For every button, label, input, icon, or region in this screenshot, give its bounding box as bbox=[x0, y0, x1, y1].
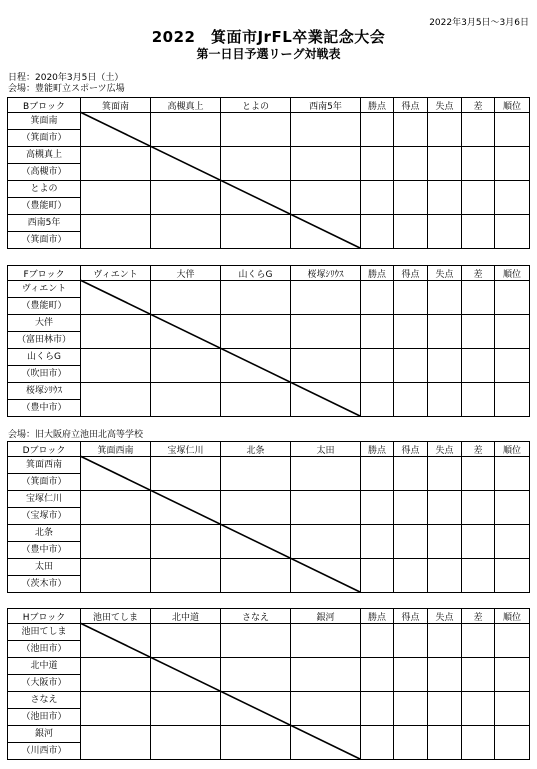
result-cell bbox=[394, 559, 428, 593]
team-name: 宝塚仁川 bbox=[8, 491, 81, 508]
match-cell bbox=[151, 726, 221, 760]
match-cell bbox=[221, 215, 291, 249]
match-cell bbox=[291, 281, 361, 315]
result-cell bbox=[495, 181, 530, 215]
team-name: ヴィエント bbox=[8, 281, 81, 298]
table-row bbox=[8, 457, 530, 474]
result-cell bbox=[394, 726, 428, 760]
match-cell bbox=[221, 491, 291, 525]
match-cell bbox=[81, 559, 151, 593]
opponent-header: 北中道 bbox=[151, 609, 221, 624]
league-table bbox=[7, 608, 530, 760]
team-name: 高槻真上 bbox=[8, 147, 81, 164]
table-row bbox=[8, 525, 530, 542]
team-city: （宝塚市） bbox=[8, 508, 81, 525]
table-row bbox=[8, 726, 530, 743]
match-cell bbox=[151, 215, 221, 249]
match-cell bbox=[291, 726, 361, 760]
result-cell bbox=[462, 624, 495, 658]
result-cell bbox=[495, 281, 530, 315]
match-cell bbox=[221, 692, 291, 726]
result-cell bbox=[462, 658, 495, 692]
match-cell bbox=[291, 147, 361, 181]
result-column-header: 差 bbox=[462, 266, 495, 281]
team-city: （箕面市） bbox=[8, 232, 81, 249]
team-name: 北中道 bbox=[8, 658, 81, 675]
result-cell bbox=[428, 457, 462, 491]
result-cell bbox=[361, 349, 394, 383]
team-name: 池田てしま bbox=[8, 624, 81, 641]
result-cell bbox=[361, 559, 394, 593]
team-city: （大阪市） bbox=[8, 675, 81, 692]
team-name: 銀河 bbox=[8, 726, 81, 743]
match-cell bbox=[291, 525, 361, 559]
match-cell bbox=[81, 215, 151, 249]
result-column-header: 失点 bbox=[428, 442, 462, 457]
match-cell bbox=[81, 147, 151, 181]
result-cell bbox=[361, 181, 394, 215]
result-cell bbox=[428, 726, 462, 760]
result-cell bbox=[361, 215, 394, 249]
result-cell bbox=[462, 491, 495, 525]
match-cell bbox=[221, 181, 291, 215]
match-cell bbox=[151, 525, 221, 559]
result-cell bbox=[428, 315, 462, 349]
result-cell bbox=[495, 383, 530, 417]
opponent-header: ヴィエント bbox=[81, 266, 151, 281]
match-cell bbox=[151, 692, 221, 726]
result-cell bbox=[394, 181, 428, 215]
result-cell bbox=[394, 315, 428, 349]
result-cell bbox=[394, 624, 428, 658]
match-cell bbox=[291, 181, 361, 215]
result-cell bbox=[462, 726, 495, 760]
match-cell bbox=[221, 315, 291, 349]
result-cell bbox=[462, 457, 495, 491]
match-cell bbox=[291, 658, 361, 692]
result-cell bbox=[462, 559, 495, 593]
match-cell bbox=[151, 113, 221, 147]
team-city: （吹田市） bbox=[8, 366, 81, 383]
table-row bbox=[8, 113, 530, 130]
match-cell bbox=[81, 315, 151, 349]
block-label: Dブロック bbox=[8, 442, 81, 457]
match-cell bbox=[151, 658, 221, 692]
table-row bbox=[8, 181, 530, 198]
team-name: とよの bbox=[8, 181, 81, 198]
result-cell bbox=[495, 624, 530, 658]
table-row bbox=[8, 383, 530, 400]
team-city: （池田市） bbox=[8, 641, 81, 658]
match-cell bbox=[81, 349, 151, 383]
match-cell bbox=[221, 147, 291, 181]
block-h bbox=[7, 608, 529, 760]
result-cell bbox=[428, 559, 462, 593]
result-cell bbox=[428, 525, 462, 559]
block-f bbox=[7, 265, 529, 417]
result-cell bbox=[495, 726, 530, 760]
team-city: （豊中市） bbox=[8, 542, 81, 559]
table-header-row bbox=[8, 266, 530, 281]
result-cell bbox=[495, 559, 530, 593]
block-label: Bブロック bbox=[8, 98, 81, 113]
result-cell bbox=[495, 658, 530, 692]
opponent-header: 宝塚仁川 bbox=[151, 442, 221, 457]
match-cell bbox=[221, 624, 291, 658]
team-city: （川西市） bbox=[8, 743, 81, 760]
match-cell bbox=[221, 457, 291, 491]
opponent-header: 箕面南 bbox=[81, 98, 151, 113]
team-name: さなえ bbox=[8, 692, 81, 709]
result-cell bbox=[462, 147, 495, 181]
match-cell bbox=[81, 113, 151, 147]
match-cell bbox=[291, 559, 361, 593]
table-header-row bbox=[8, 98, 530, 113]
block-label: Fブロック bbox=[8, 266, 81, 281]
match-cell bbox=[81, 525, 151, 559]
result-cell bbox=[361, 457, 394, 491]
table-row bbox=[8, 559, 530, 576]
match-cell bbox=[81, 491, 151, 525]
match-cell bbox=[151, 491, 221, 525]
team-name: 桜塚ｼﾘｳｽ bbox=[8, 383, 81, 400]
match-cell bbox=[221, 525, 291, 559]
team-name: 箕面南 bbox=[8, 113, 81, 130]
table-row bbox=[8, 658, 530, 675]
league-table bbox=[7, 441, 530, 593]
result-cell bbox=[428, 383, 462, 417]
result-column-header: 順位 bbox=[495, 266, 530, 281]
opponent-header: 高槻真上 bbox=[151, 98, 221, 113]
result-cell bbox=[394, 457, 428, 491]
match-cell bbox=[81, 624, 151, 658]
result-cell bbox=[495, 692, 530, 726]
result-cell bbox=[462, 215, 495, 249]
match-cell bbox=[151, 147, 221, 181]
opponent-header: 山くらG bbox=[221, 266, 291, 281]
result-cell bbox=[428, 215, 462, 249]
result-column-header: 得点 bbox=[394, 266, 428, 281]
result-cell bbox=[428, 113, 462, 147]
match-cell bbox=[221, 658, 291, 692]
result-cell bbox=[394, 113, 428, 147]
result-cell bbox=[428, 658, 462, 692]
result-cell bbox=[462, 692, 495, 726]
match-cell bbox=[291, 624, 361, 658]
match-cell bbox=[291, 457, 361, 491]
team-name: 大伴 bbox=[8, 315, 81, 332]
table-row bbox=[8, 281, 530, 298]
table-row bbox=[8, 215, 530, 232]
team-city: （豊能町） bbox=[8, 298, 81, 315]
result-cell bbox=[394, 349, 428, 383]
result-cell bbox=[394, 383, 428, 417]
result-column-header: 勝点 bbox=[361, 266, 394, 281]
result-column-header: 失点 bbox=[428, 609, 462, 624]
table-row bbox=[8, 491, 530, 508]
venue-2-text: 会場：旧大阪府立池田北高等学校 bbox=[8, 430, 144, 440]
date-range: 2022年3月5日～3月6日 bbox=[429, 18, 529, 28]
opponent-header: とよの bbox=[221, 98, 291, 113]
table-row bbox=[8, 147, 530, 164]
result-column-header: 得点 bbox=[394, 609, 428, 624]
opponent-header: 桜塚ｼﾘｳｽ bbox=[291, 266, 361, 281]
table-row bbox=[8, 315, 530, 332]
result-cell bbox=[361, 624, 394, 658]
match-cell bbox=[291, 113, 361, 147]
result-cell bbox=[361, 281, 394, 315]
result-column-header: 差 bbox=[462, 609, 495, 624]
result-cell bbox=[394, 692, 428, 726]
result-cell bbox=[495, 147, 530, 181]
match-cell bbox=[291, 383, 361, 417]
match-cell bbox=[221, 113, 291, 147]
result-cell bbox=[495, 113, 530, 147]
team-city: （高槻市） bbox=[8, 164, 81, 181]
result-cell bbox=[495, 315, 530, 349]
result-cell bbox=[462, 113, 495, 147]
team-name: 山くらG bbox=[8, 349, 81, 366]
result-cell bbox=[361, 383, 394, 417]
result-column-header: 得点 bbox=[394, 98, 428, 113]
result-cell bbox=[361, 113, 394, 147]
result-column-header: 失点 bbox=[428, 98, 462, 113]
match-cell bbox=[291, 349, 361, 383]
result-cell bbox=[428, 491, 462, 525]
result-cell bbox=[462, 383, 495, 417]
result-column-header: 差 bbox=[462, 98, 495, 113]
league-table bbox=[7, 97, 530, 249]
schedule-text: 日程：2020年3月5日（土） bbox=[8, 73, 124, 83]
result-cell bbox=[428, 349, 462, 383]
league-table bbox=[7, 265, 530, 417]
match-cell bbox=[81, 692, 151, 726]
result-cell bbox=[361, 692, 394, 726]
team-city: （豊能町） bbox=[8, 198, 81, 215]
match-cell bbox=[291, 692, 361, 726]
result-cell bbox=[462, 315, 495, 349]
opponent-header: 大伴 bbox=[151, 266, 221, 281]
match-cell bbox=[81, 658, 151, 692]
page-title: 2022 箕面市JrFL卒業記念大会 bbox=[151, 28, 386, 46]
result-column-header: 順位 bbox=[495, 609, 530, 624]
result-cell bbox=[394, 147, 428, 181]
result-column-header: 勝点 bbox=[361, 98, 394, 113]
match-cell bbox=[291, 215, 361, 249]
table-row bbox=[8, 692, 530, 709]
opponent-header: 銀河 bbox=[291, 609, 361, 624]
match-cell bbox=[151, 349, 221, 383]
table-row bbox=[8, 349, 530, 366]
result-column-header: 得点 bbox=[394, 442, 428, 457]
team-name: 北条 bbox=[8, 525, 81, 542]
opponent-header: 西南5年 bbox=[291, 98, 361, 113]
opponent-header: 池田てしま bbox=[81, 609, 151, 624]
result-cell bbox=[495, 525, 530, 559]
result-cell bbox=[462, 181, 495, 215]
table-header-row bbox=[8, 609, 530, 624]
result-cell bbox=[361, 658, 394, 692]
match-cell bbox=[81, 281, 151, 315]
match-cell bbox=[221, 726, 291, 760]
match-cell bbox=[151, 281, 221, 315]
match-cell bbox=[81, 181, 151, 215]
result-column-header: 順位 bbox=[495, 442, 530, 457]
match-cell bbox=[81, 457, 151, 491]
result-cell bbox=[361, 491, 394, 525]
result-cell bbox=[462, 525, 495, 559]
result-cell bbox=[394, 658, 428, 692]
venue-1-text: 会場：豊能町立スポーツ広場 bbox=[8, 84, 125, 94]
match-cell bbox=[221, 349, 291, 383]
match-cell bbox=[151, 315, 221, 349]
result-cell bbox=[462, 349, 495, 383]
result-cell bbox=[428, 181, 462, 215]
match-cell bbox=[151, 457, 221, 491]
team-city: （豊中市） bbox=[8, 400, 81, 417]
result-cell bbox=[428, 692, 462, 726]
table-row bbox=[8, 624, 530, 641]
team-city: （池田市） bbox=[8, 709, 81, 726]
team-city: （富田林市） bbox=[8, 332, 81, 349]
team-name: 太田 bbox=[8, 559, 81, 576]
result-cell bbox=[361, 726, 394, 760]
team-city: （茨木市） bbox=[8, 576, 81, 593]
team-name: 箕面西南 bbox=[8, 457, 81, 474]
match-cell bbox=[291, 491, 361, 525]
result-cell bbox=[394, 491, 428, 525]
opponent-header: 太田 bbox=[291, 442, 361, 457]
result-column-header: 勝点 bbox=[361, 442, 394, 457]
page-subtitle: 第一日目予選リーグ対戦表 bbox=[196, 47, 341, 61]
result-cell bbox=[394, 281, 428, 315]
result-cell bbox=[361, 525, 394, 559]
table-header-row bbox=[8, 442, 530, 457]
result-cell bbox=[495, 457, 530, 491]
result-cell bbox=[495, 349, 530, 383]
result-column-header: 勝点 bbox=[361, 609, 394, 624]
match-cell bbox=[151, 624, 221, 658]
result-cell bbox=[394, 215, 428, 249]
match-cell bbox=[221, 281, 291, 315]
match-cell bbox=[81, 726, 151, 760]
result-column-header: 順位 bbox=[495, 98, 530, 113]
match-cell bbox=[291, 315, 361, 349]
match-cell bbox=[151, 181, 221, 215]
result-cell bbox=[428, 624, 462, 658]
opponent-header: さなえ bbox=[221, 609, 291, 624]
match-cell bbox=[221, 383, 291, 417]
result-cell bbox=[428, 281, 462, 315]
team-name: 西南5年 bbox=[8, 215, 81, 232]
match-cell bbox=[151, 559, 221, 593]
team-city: （箕面市） bbox=[8, 474, 81, 491]
block-b bbox=[7, 97, 529, 249]
result-cell bbox=[495, 215, 530, 249]
match-cell bbox=[151, 383, 221, 417]
result-cell bbox=[428, 147, 462, 181]
opponent-header: 箕面西南 bbox=[81, 442, 151, 457]
opponent-header: 北条 bbox=[221, 442, 291, 457]
block-d bbox=[7, 441, 529, 593]
result-cell bbox=[361, 147, 394, 181]
team-city: （箕面市） bbox=[8, 130, 81, 147]
result-cell bbox=[462, 281, 495, 315]
result-cell bbox=[361, 315, 394, 349]
result-cell bbox=[495, 491, 530, 525]
result-cell bbox=[394, 525, 428, 559]
result-column-header: 差 bbox=[462, 442, 495, 457]
match-cell bbox=[221, 559, 291, 593]
match-cell bbox=[81, 383, 151, 417]
result-column-header: 失点 bbox=[428, 266, 462, 281]
block-label: Hブロック bbox=[8, 609, 81, 624]
